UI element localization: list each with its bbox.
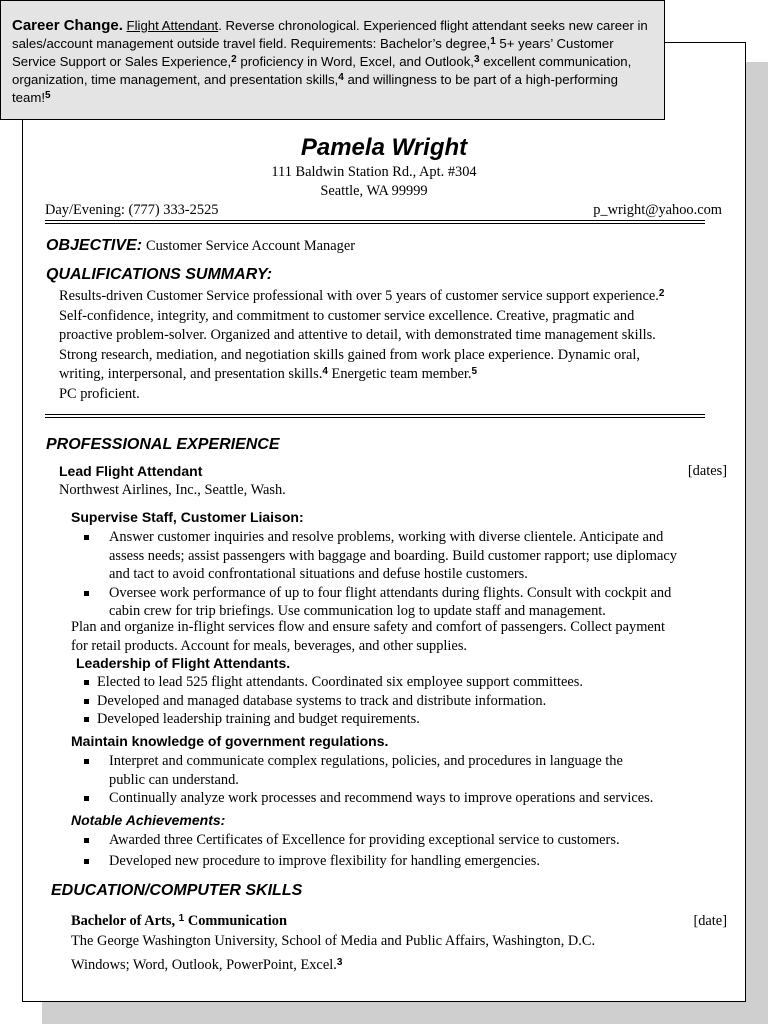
bullet-text: Answer customer inquiries and resolve problems, working with diverse clientele. Anticipate and assess needs; assist passengers with baggage and boarding. Build customer rapport; use diplomacy and tact to avoid confrontational situations and defuse hostile customers.	[109, 529, 677, 582]
list-item	[84, 673, 704, 692]
bullet-text: Oversee work performance of up to four flight attendants during flights. Consult with cockpit and cabin crew for trip briefings. Use communication log to update staff and management.	[109, 584, 672, 619]
group-1-paragraph: Plan and organize in-flight services flow and ensure safety and comfort of passengers. Collect payment for retail products. Account for meals, beverages, and other supplies.	[71, 619, 665, 654]
computer-skills	[71, 957, 342, 974]
group-4-title: Notable Achievements:	[71, 812, 226, 828]
note-text-d: excellent communication, organization, time management, and presentation skills,	[12, 54, 632, 87]
note-text-c: proficiency in Word, Excel, and Outlook,	[236, 54, 474, 69]
bullet-text: Elected to lead 525 flight attendants. Coordinated six employee support committees.	[97, 674, 583, 690]
list-item	[84, 528, 694, 584]
note-footnote-1: 1	[490, 36, 496, 47]
list-item	[84, 752, 694, 789]
bullet-icon	[84, 591, 89, 596]
degree-date: [date]	[693, 913, 727, 929]
list-item	[84, 789, 694, 808]
qualifications-p4: PC proficient.	[59, 385, 140, 402]
bullet-text: Interpret and communicate complex regulations, policies, and procedures in language the public can understand.	[109, 753, 623, 788]
list-item	[84, 851, 694, 872]
bullet-icon	[84, 859, 89, 864]
bullet-icon	[84, 680, 89, 685]
experience-heading: PROFESSIONAL EXPERIENCE	[46, 436, 280, 453]
group-4-bullets	[84, 830, 694, 872]
skills-footnote-3: 3	[336, 957, 343, 968]
address-line-2: Seattle, WA 99999	[320, 183, 428, 199]
job-dates: [dates]	[687, 463, 727, 479]
group-3-title: Maintain knowledge of government regulations.	[71, 733, 389, 749]
bullet-text: Developed and managed database systems to track and distribute information.	[97, 692, 547, 709]
career-change-note	[0, 0, 665, 120]
degree: Bachelor of Arts,	[71, 913, 176, 929]
note-field: Flight Attendant	[126, 18, 219, 33]
job-title: Lead Flight Attendant	[59, 463, 203, 479]
group-2-bullets	[84, 673, 704, 729]
bullet-text: Continually analyze work processes and recommend ways to improve operations and services.	[109, 790, 654, 806]
objective-heading: OBJECTIVE:	[46, 237, 143, 254]
qualifications-p1: Results-driven Customer Service professional with over 5 years of customer service support experience.	[59, 288, 659, 304]
note-footnote-4: 4	[338, 72, 344, 83]
qualifications-summary	[59, 287, 677, 404]
bullet-icon	[84, 796, 89, 801]
bullet-icon	[84, 838, 89, 843]
group-3-bullets	[84, 752, 694, 808]
note-footnote-3: 3	[473, 54, 480, 65]
list-item	[84, 710, 704, 729]
degree-line	[71, 913, 287, 930]
qualifications-footnote-5: 5	[471, 366, 478, 377]
bullet-icon	[84, 535, 89, 540]
list-item	[84, 584, 694, 621]
education-footnote-1: 1	[178, 913, 185, 924]
employer: Northwest Airlines, Inc., Seattle, Wash.	[59, 482, 286, 498]
education-heading: EDUCATION/COMPUTER SKILLS	[51, 882, 303, 899]
note-lead: Career Change.	[12, 17, 123, 34]
note-text-e: and willingness to be part of a high-performing team!	[12, 72, 618, 105]
note-footnote-2: 2	[231, 54, 237, 65]
qualifications-p3: Energetic team member.	[327, 366, 472, 382]
header-divider	[45, 220, 705, 224]
qualifications-divider	[45, 414, 705, 418]
note-text-b: 5+ years’ Customer Service Support or Sales Experience,	[12, 36, 614, 69]
group-2-title: Leadership of Flight Attendants.	[76, 655, 291, 671]
bullet-text: Developed new procedure to improve flexibility for handling emergencies.	[109, 853, 540, 869]
bullet-icon	[84, 717, 89, 722]
qualifications-footnote-4: 4	[322, 366, 328, 377]
school: The George Washington University, School of Media and Public Affairs, Washington, D.C.	[71, 933, 596, 949]
qualifications-footnote-2: 2	[658, 288, 665, 299]
bullet-icon	[84, 699, 89, 704]
qualifications-p2: Self-confidence, integrity, and commitment to customer service excellence. Creative, pragmatic and proactive problem-solver. Organized and attentive to detail, with demonstrated time management skills. Strong research, mediation, and negotiation skills gained from work place experience. Dynamic oral, writing, interpersonal, and presentation skills.	[59, 307, 656, 382]
qualifications-heading: QUALIFICATIONS SUMMARY:	[46, 266, 273, 283]
list-item	[84, 692, 704, 711]
list-item	[84, 830, 694, 851]
note-text-a: . Reverse chronological. Experienced flight attendant seeks new career in sales/account management outside travel field. Requirements: Bachelor’s degree,	[12, 18, 648, 51]
major: Communication	[184, 913, 287, 929]
skills-text: Windows; Word, Outlook, PowerPoint, Excel.	[71, 957, 337, 973]
note-footnote-5: 5	[44, 90, 51, 101]
bullet-icon	[84, 759, 89, 764]
bullet-text: Awarded three Certificates of Excellence for providing exceptional service to customers.	[109, 832, 620, 848]
bullet-text: Developed leadership training and budget requirements.	[97, 711, 420, 727]
objective-text: Customer Service Account Manager	[146, 238, 356, 254]
phone: Day/Evening: (777) 333-2525	[45, 202, 219, 218]
group-1-title: Supervise Staff, Customer Liaison:	[71, 509, 304, 525]
address-line-1: 111 Baldwin Station Rd., Apt. #304	[271, 164, 477, 180]
resume-name: Pamela Wright	[300, 134, 468, 161]
email: p_wright@yahoo.com	[593, 202, 722, 218]
objective	[46, 237, 355, 255]
group-1-bullets	[84, 528, 694, 621]
